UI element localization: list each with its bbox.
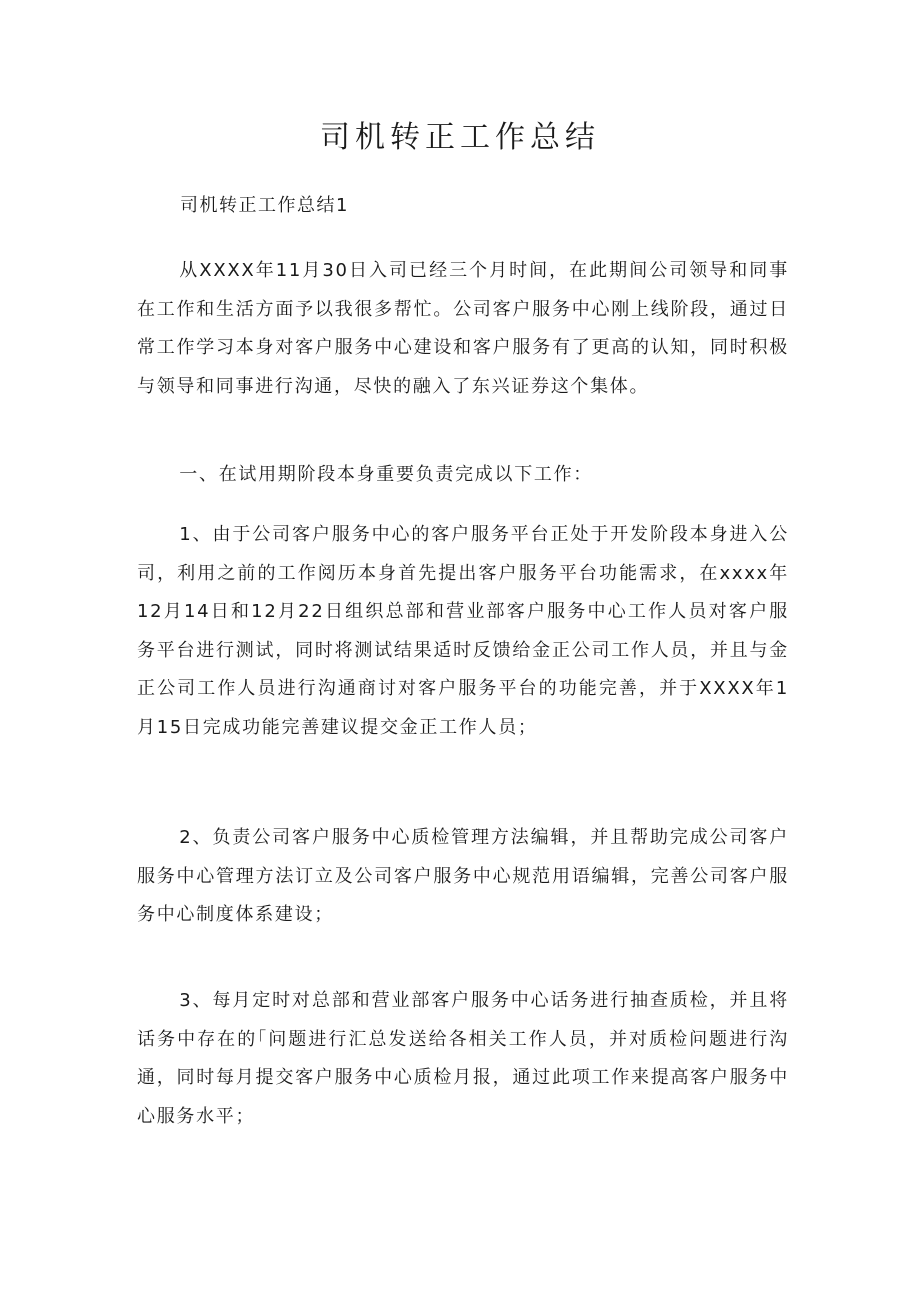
document-subtitle: 司机转正工作总结1: [180, 195, 349, 216]
paragraph-item-3: 3、每月定时对总部和营业部客户服务中心话务进行抽查质检，并且将话务中存在的｢问题进行汇总发送给各相关工作人员，并对质检问题进行沟通，同时每月提交客户服务中心质检月报，通过此项工作来提高客户服务中心服务水平；: [137, 990, 789, 1127]
paragraph-item-1: 1、由于公司客户服务中心的客户服务平台正处于开发阶段本身进入公司，利用之前的工作阅历本身首先提出客户服务平台功能需求，在xxxx年12月14日和12月22日组织总部和营业部客户服务中心工作人员对客户服务平台进行测试，同时将测试结果适时反馈给金正公司工作人员，并且与金正公司工作人员进行沟通商讨对客户服务平台的功能完善，并于XXXX年1月15日完成功能完善建议提交金正工作人员；: [137, 524, 789, 738]
section-heading: 一、在试用期阶段本身重要负责完成以下工作：: [179, 464, 593, 485]
paragraph-item-2: 2、负责公司客户服务中心质检管理方法编辑，并且帮助完成公司客户服务中心管理方法订立及公司客户服务中心规范用语编辑，完善公司客户服务中心制度体系建设；: [137, 827, 789, 925]
document-title: 司机转正工作总结: [320, 120, 600, 155]
paragraph-intro: 从XXXX年11月30日入司已经三个月时间，在此期间公司领导和同事在工作和生活方面予以我很多帮忙。公司客户服务中心刚上线阶段，通过日常工作学习本身对客户服务中心建设和客户服务有了更高的认知，同时积极与领导和同事进行沟通，尽快的融入了东兴证券这个集体。: [137, 260, 789, 397]
